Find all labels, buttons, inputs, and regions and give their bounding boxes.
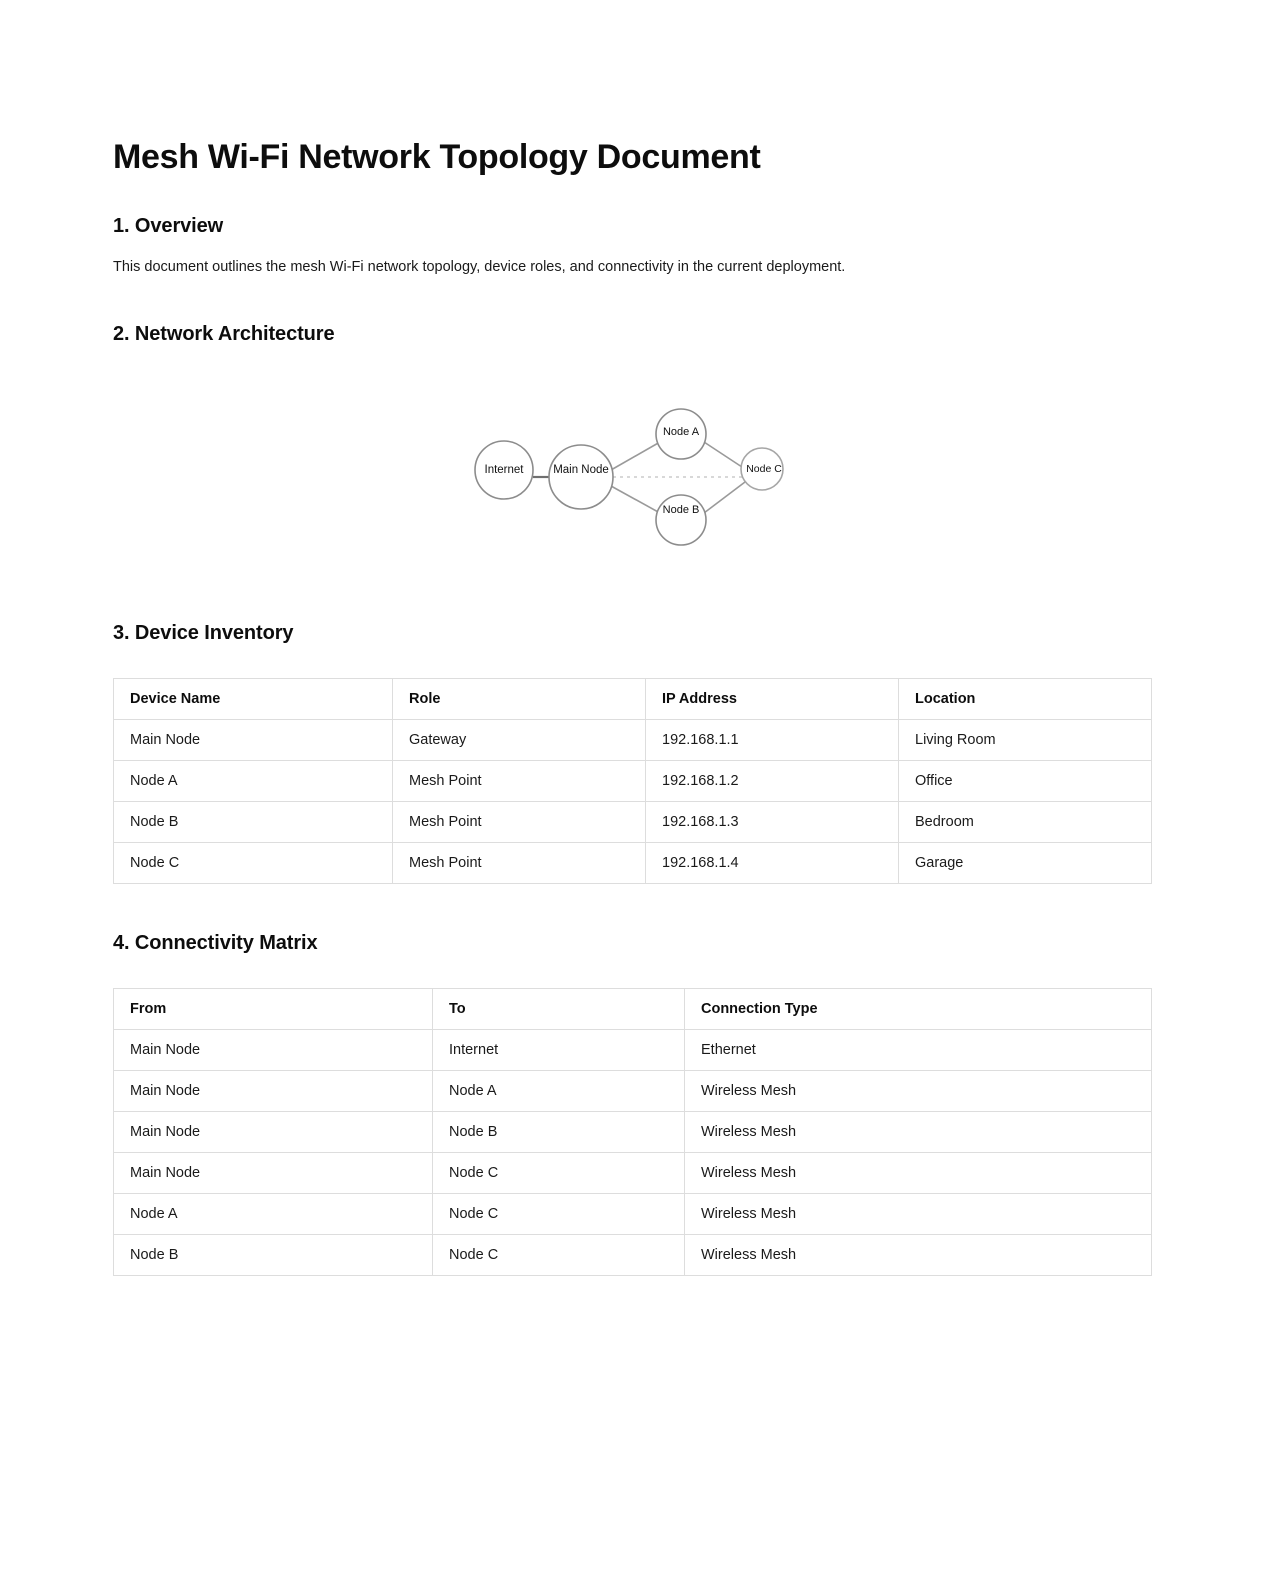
edge-main-node-node-b [611, 486, 660, 513]
edge-main-node-node-a [611, 442, 660, 470]
cell-device-name: Node B [114, 802, 393, 843]
diagram-node-node-b-label: Node B [662, 503, 700, 516]
table-row [114, 802, 1152, 843]
cell-location: Garage [899, 843, 1152, 884]
page-title: Mesh Wi-Fi Network Topology Document [113, 138, 761, 176]
section-heading-overview: 1. Overview [113, 215, 224, 237]
overview-paragraph: This document outlines the mesh Wi-Fi network topology, device roles, and connectivity in the current deployment. [113, 259, 846, 275]
diagram-node-node-a [656, 409, 706, 459]
section-heading-network-architecture: 2. Network Architecture [113, 323, 335, 345]
cell-ip-address: 192.168.1.1 [646, 720, 899, 761]
cell-role: Mesh Point [393, 802, 646, 843]
diagram-node-internet-label: Internet [484, 464, 524, 477]
cell-location: Office [899, 761, 1152, 802]
diagram-node-node-c [741, 448, 783, 490]
diagram-node-internet [475, 441, 533, 499]
cell-connection-type: Wireless Mesh [685, 1071, 1152, 1112]
cell-from: Node A [114, 1194, 433, 1235]
cell-to: Internet [433, 1030, 685, 1071]
column-header-role: Role [393, 679, 646, 720]
edge-node-b-node-c [704, 482, 745, 513]
cell-role: Gateway [393, 720, 646, 761]
section-heading-connectivity-matrix: 4. Connectivity Matrix [113, 932, 318, 954]
table-header-row [114, 989, 1152, 1030]
cell-from: Main Node [114, 1030, 433, 1071]
diagram-node-node-b [656, 495, 706, 545]
cell-connection-type: Wireless Mesh [685, 1112, 1152, 1153]
cell-device-name: Node C [114, 843, 393, 884]
cell-connection-type: Wireless Mesh [685, 1235, 1152, 1276]
cell-device-name: Node A [114, 761, 393, 802]
cell-from: Main Node [114, 1112, 433, 1153]
cell-ip-address: 192.168.1.2 [646, 761, 899, 802]
cell-to: Node C [433, 1153, 685, 1194]
connectivity-matrix-table [113, 988, 1152, 1276]
cell-to: Node C [433, 1194, 685, 1235]
column-header-ip-address: IP Address [646, 679, 899, 720]
cell-ip-address: 192.168.1.3 [646, 802, 899, 843]
cell-location: Bedroom [899, 802, 1152, 843]
table-row [114, 843, 1152, 884]
cell-location: Living Room [899, 720, 1152, 761]
cell-to: Node B [433, 1112, 685, 1153]
cell-role: Mesh Point [393, 843, 646, 884]
diagram-node-main-node [549, 445, 613, 509]
table-row [114, 1235, 1152, 1276]
column-header-location: Location [899, 679, 1152, 720]
table-row [114, 720, 1152, 761]
table-row [114, 1071, 1152, 1112]
table-row [114, 1153, 1152, 1194]
diagram-node-node-a-label: Node A [662, 425, 700, 438]
column-header-device-name: Device Name [114, 679, 393, 720]
cell-from: Main Node [114, 1153, 433, 1194]
table-row [114, 761, 1152, 802]
column-header-to: To [433, 989, 685, 1030]
column-header-from: From [114, 989, 433, 1030]
cell-device-name: Main Node [114, 720, 393, 761]
cell-from: Main Node [114, 1071, 433, 1112]
section-heading-device-inventory: 3. Device Inventory [113, 622, 294, 644]
cell-ip-address: 192.168.1.4 [646, 843, 899, 884]
cell-to: Node C [433, 1235, 685, 1276]
table-header-row [114, 679, 1152, 720]
device-inventory-table [113, 678, 1152, 884]
cell-connection-type: Ethernet [685, 1030, 1152, 1071]
diagram-node-main-node-label: Main Node [553, 464, 609, 477]
network-topology-diagram [113, 370, 1151, 570]
cell-from: Node B [114, 1235, 433, 1276]
table-row [114, 1030, 1152, 1071]
diagram-node-node-c-label: Node C [746, 462, 782, 475]
cell-connection-type: Wireless Mesh [685, 1153, 1152, 1194]
table-row [114, 1194, 1152, 1235]
cell-role: Mesh Point [393, 761, 646, 802]
table-row [114, 1112, 1152, 1153]
column-header-connection-type: Connection Type [685, 989, 1152, 1030]
edge-node-a-node-c [704, 442, 745, 469]
cell-to: Node A [433, 1071, 685, 1112]
cell-connection-type: Wireless Mesh [685, 1194, 1152, 1235]
